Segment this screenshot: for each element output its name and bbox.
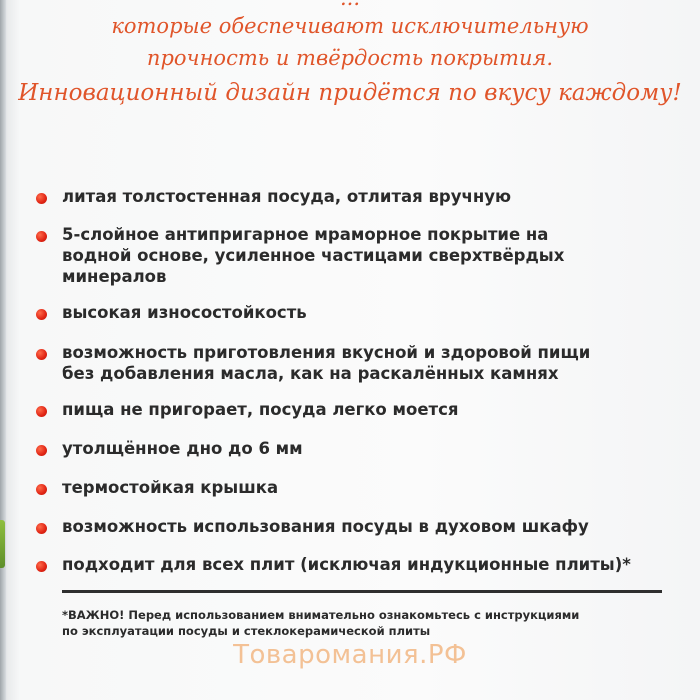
important-notice: *ВАЖНО! Перед использованием внимательно ознакомьтесь с инструкциями по эксплуатации посуды и стеклокерамической плиты	[62, 608, 580, 638]
feature-text: возможность использования посуды в духовом шкафу	[62, 517, 589, 536]
slogan-line: Инновационный дизайн придётся по вкусу каждому!	[18, 80, 682, 106]
feature-text: подходит для всех плит (исключая индукционные плиты)*	[62, 555, 631, 574]
feature-text: 5-слойное антипригарное мраморное покрытие на водной основе, усиленное частицами сверхтвёрдых минералов	[62, 225, 565, 286]
bullet-dot-icon	[36, 445, 47, 456]
feature-text: пища не пригорает, посуда легко моется	[62, 400, 459, 419]
bullet-dot-icon	[36, 484, 47, 495]
bullet-dot-icon	[36, 523, 47, 534]
feature-text: высокая износостойкость	[62, 303, 307, 322]
bullet-dot-icon	[36, 309, 47, 320]
slogan-line-cut	[0, 0, 700, 10]
bullet-dot-icon	[36, 406, 47, 417]
slogan-line: прочность и твёрдость покрытия.	[146, 46, 554, 70]
feature-text: возможность приготовления вкусной и здоровой пищи без добавления масла, как на раскалённых камнях	[62, 343, 591, 383]
green-accent-stripe	[0, 520, 5, 568]
bullet-dot-icon	[36, 561, 47, 572]
divider-line	[62, 590, 662, 593]
bullet-dot-icon	[36, 349, 47, 360]
watermark: Товаромания.РФ	[233, 640, 467, 670]
feature-text: утолщённое дно до 6 мм	[62, 439, 303, 458]
feature-text: термостойкая крышка	[62, 478, 279, 497]
slogan-line: которые обеспечивают исключительную	[111, 14, 589, 38]
bullet-dot-icon	[36, 231, 47, 242]
feature-text: литая толстостенная посуда, отлитая вручную	[62, 187, 512, 206]
bullet-dot-icon	[36, 193, 47, 204]
